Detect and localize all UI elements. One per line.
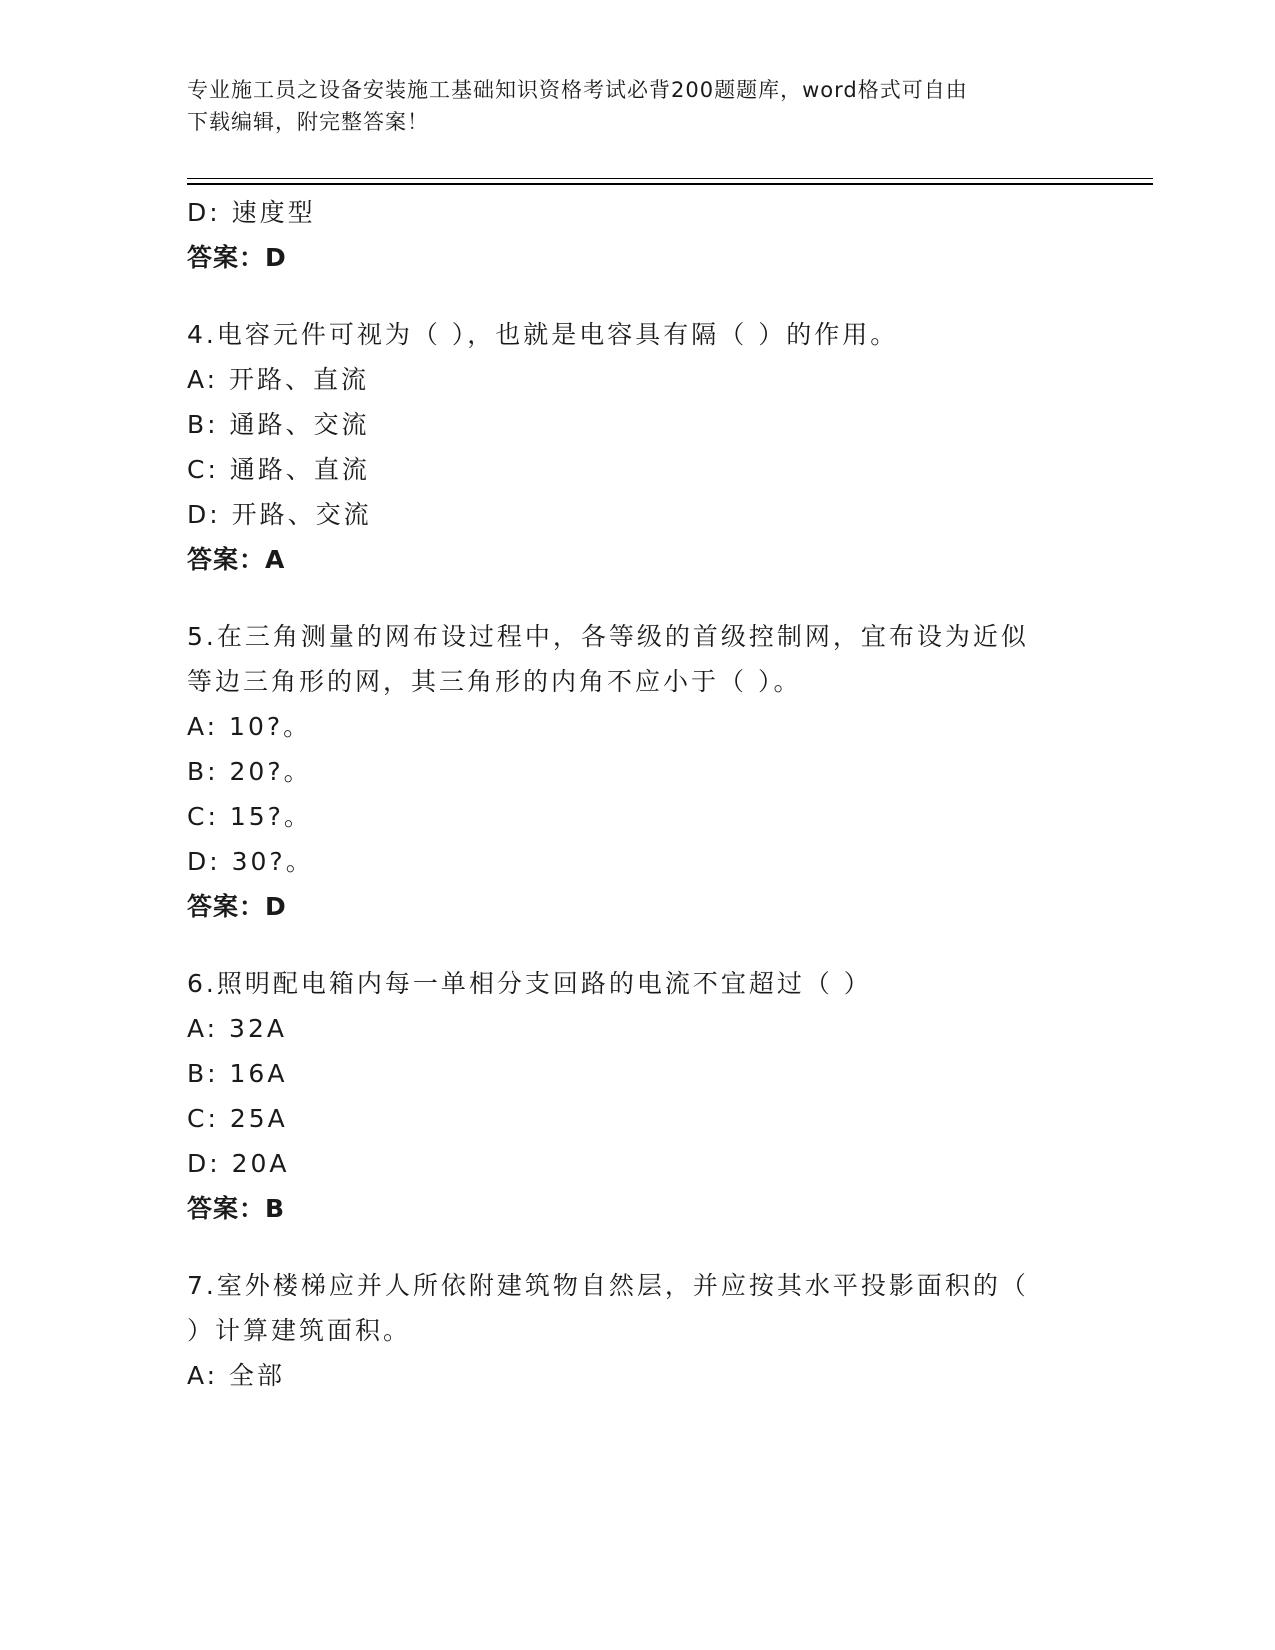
question-block-7 [187,1263,1087,1398]
option-d: D: 20A [187,1149,290,1178]
header-line-1: 专业施工员之设备安装施工基础知识资格考试必背200题题库，word格式可自由 [187,78,968,102]
question-text-line-1: 5.在三角测量的网布设过程中，各等级的首级控制网，宜布设为近似 [187,622,1029,651]
option-d: D: 开路、交流 [187,500,372,529]
header-divider-thin [187,178,1153,179]
option-a: A: 32A [187,1014,287,1043]
header-divider-thick [187,183,1153,185]
option-d: D: 30?。 [187,847,314,876]
answer-line: 答案：B [187,1194,286,1223]
question-list [187,190,1087,1398]
question-block-5 [187,614,1087,929]
question-block-6 [187,961,1087,1231]
question-text: 6.照明配电箱内每一单相分支回路的电流不宜超过（ ） [187,969,872,998]
option-a: A: 开路、直流 [187,365,370,394]
question-text-line-2: 等边三角形的网，其三角形的内角不应小于（ ）。 [187,667,802,696]
question-text-line-2: ）计算建筑面积。 [187,1316,412,1345]
page-header [187,74,1067,138]
option-b: B: 通路、交流 [187,410,370,439]
answer-line: 答案：A [187,545,286,574]
question-text: 4.电容元件可视为（ ），也就是电容具有隔（ ）的作用。 [187,320,899,349]
option-c: C: 通路、直流 [187,455,370,484]
question-text-line-1: 7.室外楼梯应并人所依附建筑物自然层，并应按其水平投影面积的（ [187,1271,1029,1300]
question-block-4 [187,312,1087,582]
option-a: A: 10?。 [187,712,312,741]
option-d: D: 速度型 [187,198,316,227]
option-b: B: 20?。 [187,757,312,786]
header-line-2: 下载编辑，附完整答案！ [187,110,429,134]
answer-line: 答案：D [187,243,287,272]
option-c: C: 25A [187,1104,288,1133]
option-b: B: 16A [187,1059,288,1088]
question-block-3 [187,190,1087,280]
option-a: A: 全部 [187,1361,286,1390]
answer-line: 答案：D [187,892,287,921]
option-c: C: 15?。 [187,802,312,831]
